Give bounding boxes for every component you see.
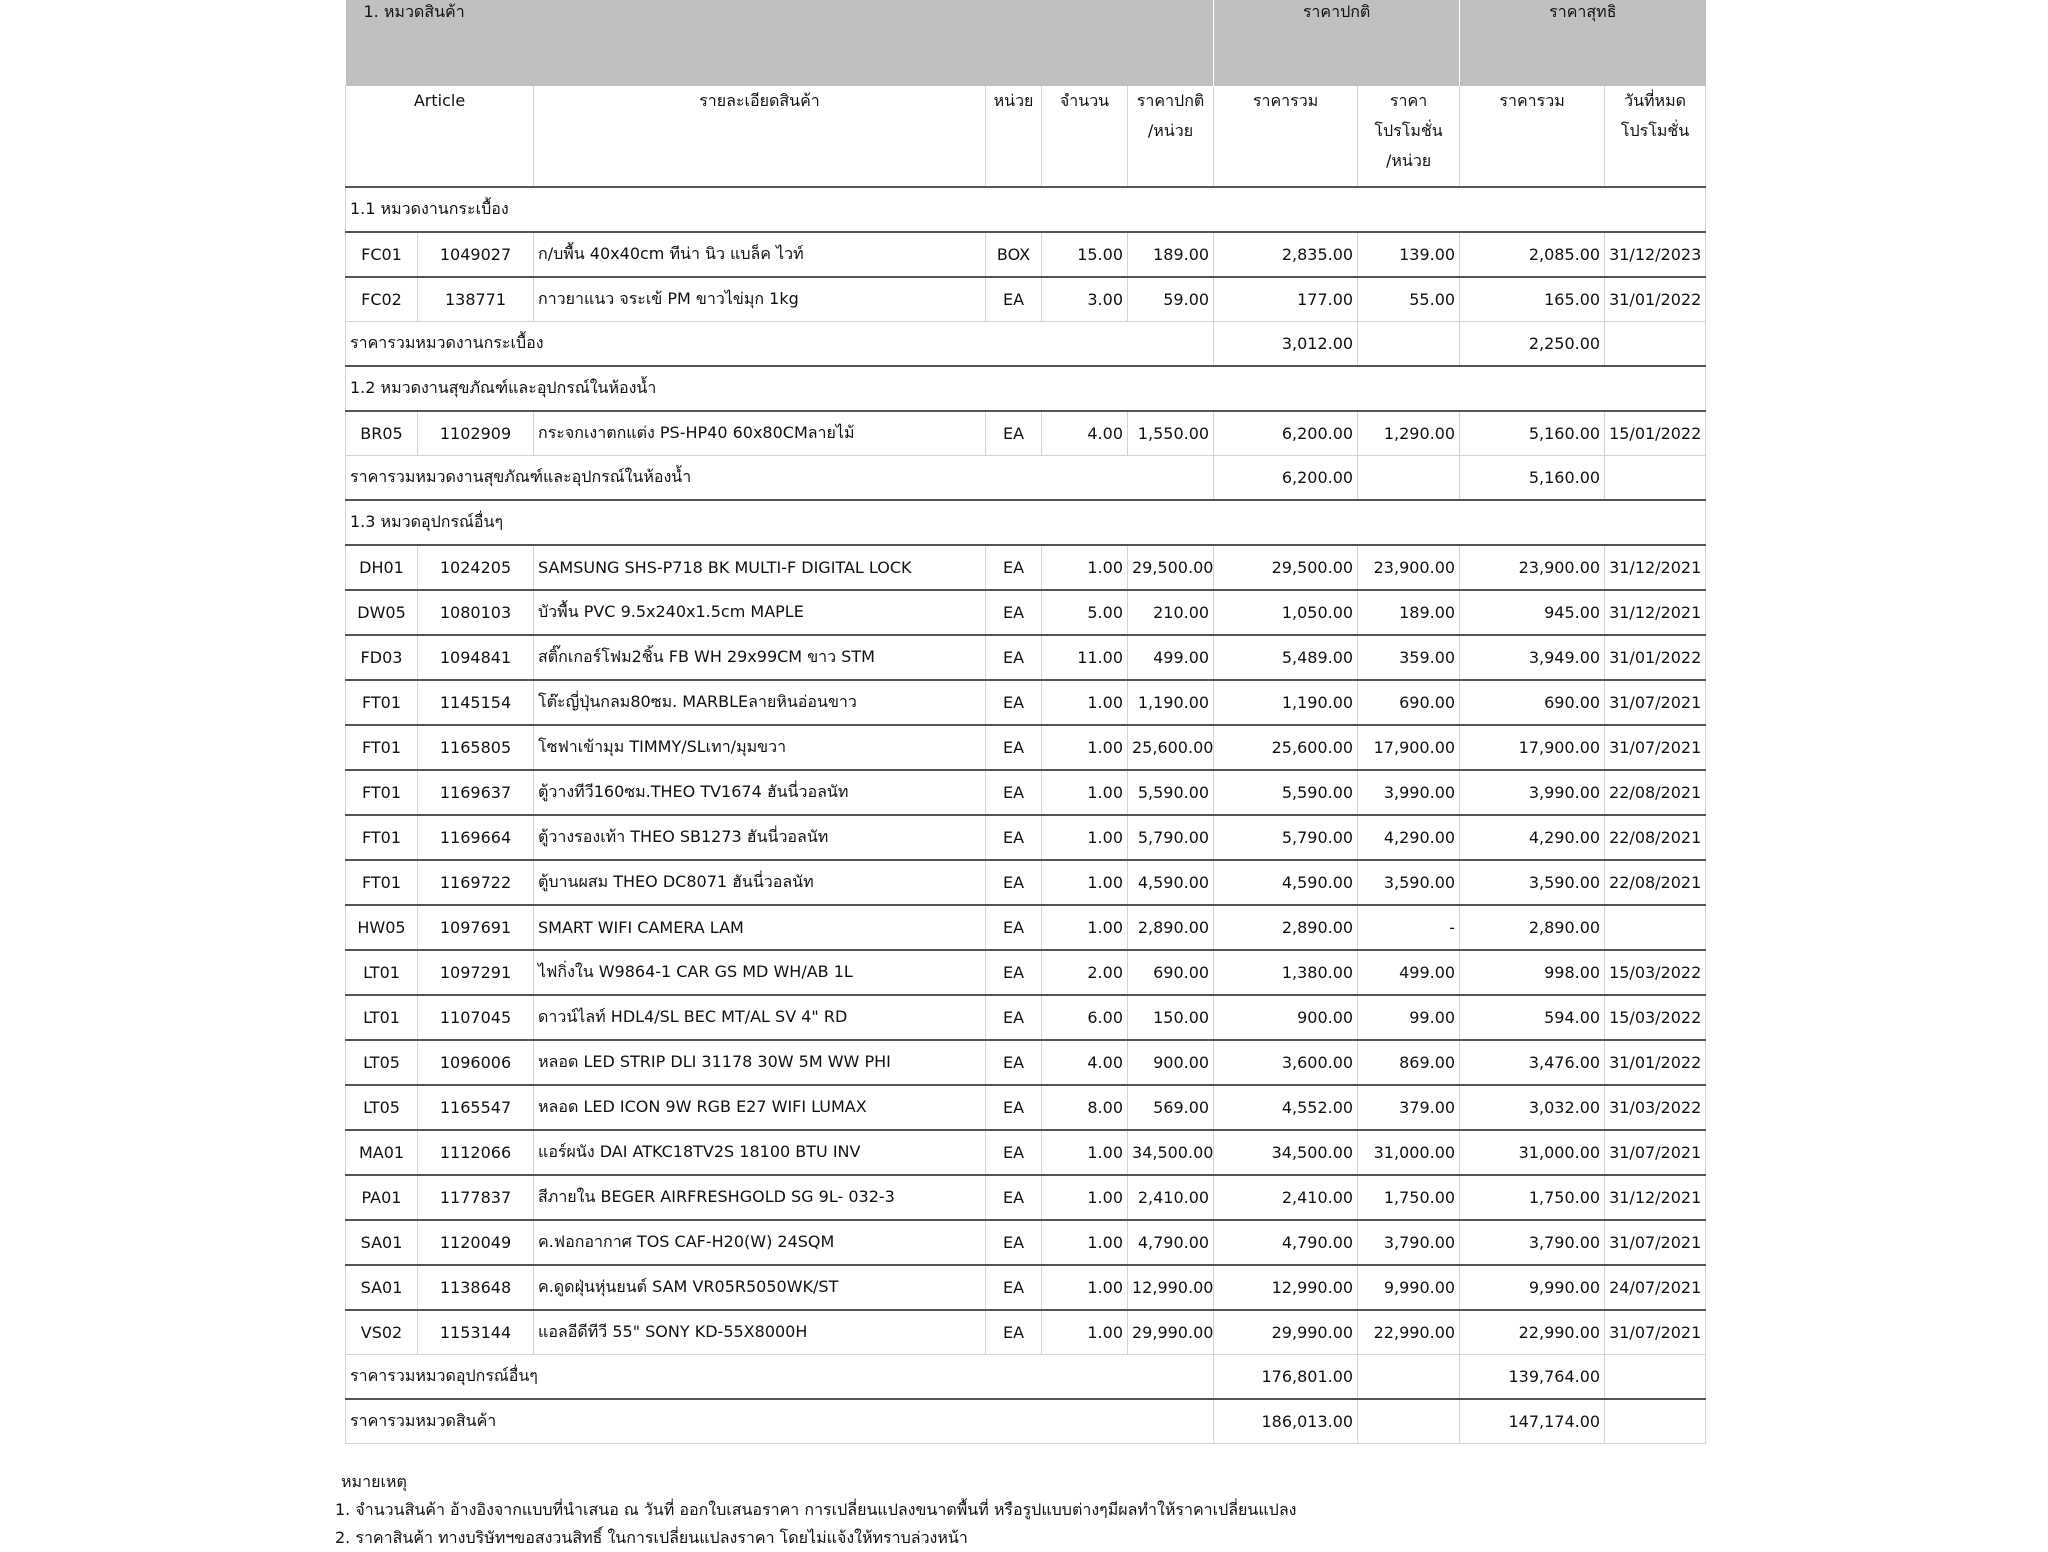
subtotal-gap: [1358, 1355, 1460, 1400]
cell-article: 1096006: [418, 1040, 534, 1085]
col-unit: หน่วย: [986, 86, 1042, 187]
cell-description: สติ๊กเกอร์โฟม2ชิ้น FB WH 29x99CM ขาว STM: [534, 635, 986, 680]
cell-article: 1112066: [418, 1130, 534, 1175]
grand-total-gap: [1358, 1399, 1460, 1444]
cell-code: LT05: [346, 1040, 418, 1085]
cell-regular-price: 569.00: [1128, 1085, 1214, 1130]
cell-code: DH01: [346, 545, 418, 590]
net-price-group-header: ราคาสุทธิ: [1460, 0, 1706, 86]
cell-promo-end: 31/07/2021: [1605, 1310, 1706, 1355]
cell-unit: EA: [986, 277, 1042, 322]
cell-net-total: 22,990.00: [1460, 1310, 1605, 1355]
cell-description: ไฟกิ่งใน W9864-1 CAR GS MD WH/AB 1L: [534, 950, 986, 995]
grand-total-regular: 186,013.00: [1214, 1399, 1358, 1444]
subtotal-row: [346, 456, 1706, 501]
cell-regular-total: 3,600.00: [1214, 1040, 1358, 1085]
grand-total-net: 147,174.00: [1460, 1399, 1605, 1444]
cell-regular-total: 12,990.00: [1214, 1265, 1358, 1310]
cell-qty: 1.00: [1042, 815, 1128, 860]
cell-unit: EA: [986, 680, 1042, 725]
cell-net-total: 5,160.00: [1460, 411, 1605, 456]
cell-code: MA01: [346, 1130, 418, 1175]
notes-section: [335, 1468, 1296, 1552]
cell-article: 1153144: [418, 1310, 534, 1355]
cell-article: 1080103: [418, 590, 534, 635]
cell-code: LT01: [346, 950, 418, 995]
cell-promo-end: 22/08/2021: [1605, 860, 1706, 905]
cell-description: หลอด LED ICON 9W RGB E27 WIFI LUMAX: [534, 1085, 986, 1130]
cell-promo-end: 31/07/2021: [1605, 1130, 1706, 1175]
col-qty: จำนวน: [1042, 86, 1128, 187]
col-article: Article: [346, 86, 534, 187]
col-regular-total: ราคารวม: [1214, 86, 1358, 187]
cell-promo-end: 24/07/2021: [1605, 1265, 1706, 1310]
table-row: [346, 277, 1706, 322]
table-row: [346, 770, 1706, 815]
cell-regular-total: 6,200.00: [1214, 411, 1358, 456]
cell-description: สีภายใน BEGER AIRFRESHGOLD SG 9L- 032-3: [534, 1175, 986, 1220]
table-row: [346, 1085, 1706, 1130]
cell-regular-price: 25,600.00: [1128, 725, 1214, 770]
subtotal-label: ราคารวมหมวดอุปกรณ์อื่นๆ: [346, 1355, 1214, 1400]
cell-unit: EA: [986, 1220, 1042, 1265]
cell-unit: EA: [986, 950, 1042, 995]
cell-regular-total: 2,890.00: [1214, 905, 1358, 950]
cell-description: โซฟาเข้ามุม TIMMY/SLเทา/มุมขวา: [534, 725, 986, 770]
cell-description: ค.ฟอกอากาศ TOS CAF-H20(W) 24SQM: [534, 1220, 986, 1265]
cell-qty: 4.00: [1042, 411, 1128, 456]
category-title: 1.1 หมวดงานกระเบื้อง: [346, 187, 1706, 232]
cell-net-total: 3,990.00: [1460, 770, 1605, 815]
cell-promo-price: 55.00: [1358, 277, 1460, 322]
cell-unit: EA: [986, 1130, 1042, 1175]
cell-qty: 1.00: [1042, 1220, 1128, 1265]
cell-promo-end: 31/01/2022: [1605, 635, 1706, 680]
cell-promo-price: 690.00: [1358, 680, 1460, 725]
cell-article: 138771: [418, 277, 534, 322]
cell-net-total: 2,085.00: [1460, 232, 1605, 277]
cell-code: HW05: [346, 905, 418, 950]
cell-unit: EA: [986, 1175, 1042, 1220]
cell-code: FT01: [346, 680, 418, 725]
cell-promo-price: 31,000.00: [1358, 1130, 1460, 1175]
category-title: 1.3 หมวดอุปกรณ์อื่นๆ: [346, 500, 1706, 545]
cell-code: BR05: [346, 411, 418, 456]
cell-promo-price: 22,990.00: [1358, 1310, 1460, 1355]
cell-net-total: 17,900.00: [1460, 725, 1605, 770]
cell-code: FT01: [346, 860, 418, 905]
cell-regular-total: 2,410.00: [1214, 1175, 1358, 1220]
cell-regular-price: 210.00: [1128, 590, 1214, 635]
cell-article: 1094841: [418, 635, 534, 680]
cell-article: 1177837: [418, 1175, 534, 1220]
cell-code: VS02: [346, 1310, 418, 1355]
cell-promo-end: [1605, 905, 1706, 950]
subtotal-net: 5,160.00: [1460, 456, 1605, 501]
col-net-total: ราคารวม: [1460, 86, 1605, 187]
cell-regular-total: 4,790.00: [1214, 1220, 1358, 1265]
cell-regular-price: 5,590.00: [1128, 770, 1214, 815]
cell-qty: 1.00: [1042, 545, 1128, 590]
cell-regular-price: 4,590.00: [1128, 860, 1214, 905]
subtotal-label: ราคารวมหมวดงานสุขภัณฑ์และอุปกรณ์ในห้องน้ำ: [346, 456, 1214, 501]
cell-qty: 15.00: [1042, 232, 1128, 277]
cell-qty: 1.00: [1042, 725, 1128, 770]
cell-promo-price: 99.00: [1358, 995, 1460, 1040]
cell-promo-price: 3,590.00: [1358, 860, 1460, 905]
cell-article: 1024205: [418, 545, 534, 590]
cell-description: ก/บพื้น 40x40cm ทีน่า นิว แบล็ค ไวท์: [534, 232, 986, 277]
section-title: 1. หมวดสินค้า: [346, 0, 1214, 86]
cell-description: ตู้วางทีวี160ซม.THEO TV1674 ฮันนี่วอลนัท: [534, 770, 986, 815]
cell-promo-end: 15/03/2022: [1605, 995, 1706, 1040]
cell-promo-price: 3,990.00: [1358, 770, 1460, 815]
cell-net-total: 23,900.00: [1460, 545, 1605, 590]
cell-regular-price: 5,790.00: [1128, 815, 1214, 860]
col-promo-l3: /หน่วย: [1385, 151, 1432, 170]
quotation-table: [345, 0, 1706, 1444]
table-row: [346, 1175, 1706, 1220]
cell-promo-end: 31/12/2021: [1605, 545, 1706, 590]
cell-regular-price: 499.00: [1128, 635, 1214, 680]
cell-qty: 1.00: [1042, 770, 1128, 815]
cell-regular-total: 29,990.00: [1214, 1310, 1358, 1355]
note-item: 1. จำนวนสินค้า อ้างอิงจากแบบที่นำเสนอ ณ วันที่ ออกใบเสนอราคา การเปลี่ยนแปลงขนาดพื้นที่ หรือรูปแบบต่างๆมีผลทำให้ราคาเปลี่ยนแปลง: [335, 1500, 1297, 1519]
table-row: [346, 905, 1706, 950]
cell-description: บัวพื้น PVC 9.5x240x1.5cm MAPLE: [534, 590, 986, 635]
cell-regular-price: 1,550.00: [1128, 411, 1214, 456]
cell-unit: BOX: [986, 232, 1042, 277]
cell-article: 1138648: [418, 1265, 534, 1310]
cell-regular-total: 1,190.00: [1214, 680, 1358, 725]
cell-regular-total: 177.00: [1214, 277, 1358, 322]
cell-regular-price: 29,500.00: [1128, 545, 1214, 590]
cell-net-total: 3,949.00: [1460, 635, 1605, 680]
cell-regular-price: 4,790.00: [1128, 1220, 1214, 1265]
cell-regular-total: 29,500.00: [1214, 545, 1358, 590]
cell-qty: 1.00: [1042, 905, 1128, 950]
cell-article: 1169637: [418, 770, 534, 815]
table-row: [346, 1040, 1706, 1085]
cell-code: LT05: [346, 1085, 418, 1130]
cell-promo-end: 31/07/2021: [1605, 1220, 1706, 1265]
cell-unit: EA: [986, 995, 1042, 1040]
cell-description: หลอด LED STRIP DLI 31178 30W 5M WW PHI: [534, 1040, 986, 1085]
cell-regular-price: 150.00: [1128, 995, 1214, 1040]
table-row: [346, 1130, 1706, 1175]
table-row: [346, 1220, 1706, 1265]
cell-unit: EA: [986, 635, 1042, 680]
cell-regular-total: 900.00: [1214, 995, 1358, 1040]
col-promo-end: [1605, 86, 1706, 187]
cell-code: FT01: [346, 815, 418, 860]
cell-description: SAMSUNG SHS-P718 BK MULTI-F DIGITAL LOCK: [534, 545, 986, 590]
cell-description: ตู้บานผสม THEO DC8071 ฮันนี่วอลนัท: [534, 860, 986, 905]
cell-promo-end: 31/01/2022: [1605, 1040, 1706, 1085]
cell-code: FC01: [346, 232, 418, 277]
cell-article: 1165547: [418, 1085, 534, 1130]
cell-qty: 11.00: [1042, 635, 1128, 680]
cell-promo-price: 869.00: [1358, 1040, 1460, 1085]
cell-unit: EA: [986, 411, 1042, 456]
cell-description: กระจกเงาตกแต่ง PS-HP40 60x80CMลายไม้: [534, 411, 986, 456]
table-row: [346, 725, 1706, 770]
cell-regular-total: 5,489.00: [1214, 635, 1358, 680]
col-regular-price-l1: ราคาปกติ: [1136, 91, 1205, 110]
cell-qty: 1.00: [1042, 1175, 1128, 1220]
cell-promo-end: 31/12/2021: [1605, 1175, 1706, 1220]
col-end-l1: วันที่หมด: [1624, 91, 1687, 110]
cell-unit: EA: [986, 860, 1042, 905]
cell-article: 1169664: [418, 815, 534, 860]
cell-promo-end: 31/12/2023: [1605, 232, 1706, 277]
subtotal-row: [346, 322, 1706, 367]
cell-net-total: 3,032.00: [1460, 1085, 1605, 1130]
cell-qty: 1.00: [1042, 680, 1128, 725]
cell-promo-price: 139.00: [1358, 232, 1460, 277]
cell-regular-price: 900.00: [1128, 1040, 1214, 1085]
cell-article: 1107045: [418, 995, 534, 1040]
cell-unit: EA: [986, 905, 1042, 950]
subtotal-gap: [1358, 322, 1460, 367]
cell-regular-total: 34,500.00: [1214, 1130, 1358, 1175]
cell-regular-price: 2,410.00: [1128, 1175, 1214, 1220]
cell-promo-end: 31/03/2022: [1605, 1085, 1706, 1130]
cell-regular-price: 1,190.00: [1128, 680, 1214, 725]
category-row: [346, 500, 1706, 545]
cell-net-total: 3,590.00: [1460, 860, 1605, 905]
cell-regular-price: 29,990.00: [1128, 1310, 1214, 1355]
subtotal-regular: 3,012.00: [1214, 322, 1358, 367]
subtotal-regular: 6,200.00: [1214, 456, 1358, 501]
cell-qty: 6.00: [1042, 995, 1128, 1040]
cell-article: 1165805: [418, 725, 534, 770]
cell-unit: EA: [986, 815, 1042, 860]
section-header-row: [346, 0, 1706, 86]
table-row: [346, 1310, 1706, 1355]
cell-article: 1169722: [418, 860, 534, 905]
table-row: [346, 995, 1706, 1040]
grand-total-label: ราคารวมหมวดสินค้า: [346, 1399, 1214, 1444]
cell-regular-total: 4,552.00: [1214, 1085, 1358, 1130]
cell-promo-end: 31/07/2021: [1605, 725, 1706, 770]
cell-regular-price: 34,500.00: [1128, 1130, 1214, 1175]
cell-description: ค.ดูดฝุ่นหุ่นยนต์ SAM VR05R5050WK/ST: [534, 1265, 986, 1310]
cell-description: กาวยาแนว จระเข้ PM ขาวไข่มุก 1kg: [534, 277, 986, 322]
cell-promo-price: 379.00: [1358, 1085, 1460, 1130]
cell-code: FC02: [346, 277, 418, 322]
cell-unit: EA: [986, 590, 1042, 635]
cell-regular-price: 59.00: [1128, 277, 1214, 322]
cell-promo-end: 31/01/2022: [1605, 277, 1706, 322]
cell-regular-price: 12,990.00: [1128, 1265, 1214, 1310]
col-promo-price: [1358, 86, 1460, 187]
cell-unit: EA: [986, 1085, 1042, 1130]
cell-promo-price: 359.00: [1358, 635, 1460, 680]
cell-promo-price: 189.00: [1358, 590, 1460, 635]
note-item: 2. ราคาสินค้า ทางบริษัทฯขอสงวนสิทธิ์ ในการเปลี่ยนแปลงราคา โดยไม่แจ้งให้ทราบล่วงหน้า: [335, 1528, 968, 1547]
category-title: 1.2 หมวดงานสุขภัณฑ์และอุปกรณ์ในห้องน้ำ: [346, 366, 1706, 411]
cell-promo-price: 17,900.00: [1358, 725, 1460, 770]
cell-description: SMART WIFI CAMERA LAM: [534, 905, 986, 950]
cell-net-total: 3,790.00: [1460, 1220, 1605, 1265]
table-row: [346, 860, 1706, 905]
cell-net-total: 690.00: [1460, 680, 1605, 725]
table-row: [346, 950, 1706, 995]
cell-qty: 1.00: [1042, 1310, 1128, 1355]
cell-regular-total: 5,590.00: [1214, 770, 1358, 815]
cell-code: FD03: [346, 635, 418, 680]
table-row: [346, 1265, 1706, 1310]
cell-unit: EA: [986, 1310, 1042, 1355]
cell-net-total: 998.00: [1460, 950, 1605, 995]
cell-description: ดาวน์ไลท์ HDL4/SL BEC MT/AL SV 4" RD: [534, 995, 986, 1040]
cell-code: FT01: [346, 725, 418, 770]
cell-net-total: 31,000.00: [1460, 1130, 1605, 1175]
table-row: [346, 232, 1706, 277]
cell-promo-end: 22/08/2021: [1605, 770, 1706, 815]
cell-code: LT01: [346, 995, 418, 1040]
cell-regular-total: 1,050.00: [1214, 590, 1358, 635]
cell-regular-total: 5,790.00: [1214, 815, 1358, 860]
cell-article: 1102909: [418, 411, 534, 456]
cell-code: SA01: [346, 1265, 418, 1310]
cell-promo-end: 15/03/2022: [1605, 950, 1706, 995]
cell-description: ตู้วางรองเท้า THEO SB1273 ฮันนี่วอลนัท: [534, 815, 986, 860]
cell-description: แอร์ผนัง DAI ATKC18TV2S 18100 BTU INV: [534, 1130, 986, 1175]
cell-code: FT01: [346, 770, 418, 815]
grand-total-row: [346, 1399, 1706, 1444]
cell-qty: 4.00: [1042, 1040, 1128, 1085]
subtotal-gap: [1358, 456, 1460, 501]
cell-promo-end: 15/01/2022: [1605, 411, 1706, 456]
cell-code: SA01: [346, 1220, 418, 1265]
subtotal-end: [1605, 322, 1706, 367]
cell-article: 1145154: [418, 680, 534, 725]
cell-net-total: 9,990.00: [1460, 1265, 1605, 1310]
cell-net-total: 1,750.00: [1460, 1175, 1605, 1220]
cell-promo-price: 4,290.00: [1358, 815, 1460, 860]
subtotal-end: [1605, 1355, 1706, 1400]
cell-net-total: 3,476.00: [1460, 1040, 1605, 1085]
subtotal-net: 2,250.00: [1460, 322, 1605, 367]
col-promo-l1: ราคา: [1389, 91, 1428, 110]
table-row: [346, 411, 1706, 456]
cell-promo-price: 3,790.00: [1358, 1220, 1460, 1265]
table-row: [346, 545, 1706, 590]
cell-net-total: 165.00: [1460, 277, 1605, 322]
cell-regular-total: 4,590.00: [1214, 860, 1358, 905]
subtotal-label: ราคารวมหมวดงานกระเบื้อง: [346, 322, 1214, 367]
cell-net-total: 594.00: [1460, 995, 1605, 1040]
col-regular-price-l2: /หน่วย: [1147, 121, 1194, 140]
cell-regular-price: 690.00: [1128, 950, 1214, 995]
cell-qty: 1.00: [1042, 860, 1128, 905]
cell-article: 1097291: [418, 950, 534, 995]
column-header-row: [346, 86, 1706, 187]
cell-description: โต๊ะญี่ปุ่นกลม80ซม. MARBLEลายหินอ่อนขาว: [534, 680, 986, 725]
cell-promo-price: 499.00: [1358, 950, 1460, 995]
subtotal-regular: 176,801.00: [1214, 1355, 1358, 1400]
cell-regular-price: 189.00: [1128, 232, 1214, 277]
cell-unit: EA: [986, 770, 1042, 815]
category-row: [346, 366, 1706, 411]
cell-promo-end: 22/08/2021: [1605, 815, 1706, 860]
col-detail: รายละเอียดสินค้า: [534, 86, 986, 187]
grand-total-end: [1605, 1399, 1706, 1444]
subtotal-end: [1605, 456, 1706, 501]
cell-code: PA01: [346, 1175, 418, 1220]
col-end-l2: โปรโมชั่น: [1620, 121, 1690, 140]
cell-qty: 3.00: [1042, 277, 1128, 322]
category-row: [346, 187, 1706, 232]
cell-promo-end: 31/12/2021: [1605, 590, 1706, 635]
cell-article: 1097691: [418, 905, 534, 950]
cell-article: 1120049: [418, 1220, 534, 1265]
table-row: [346, 635, 1706, 680]
regular-price-group-header: ราคาปกติ: [1214, 0, 1460, 86]
col-promo-l2: โปรโมชั่น: [1374, 121, 1443, 140]
cell-promo-end: 31/07/2021: [1605, 680, 1706, 725]
cell-qty: 1.00: [1042, 1130, 1128, 1175]
table-row: [346, 590, 1706, 635]
cell-net-total: 4,290.00: [1460, 815, 1605, 860]
table-row: [346, 815, 1706, 860]
subtotal-row: [346, 1355, 1706, 1400]
cell-regular-price: 2,890.00: [1128, 905, 1214, 950]
cell-regular-total: 2,835.00: [1214, 232, 1358, 277]
subtotal-net: 139,764.00: [1460, 1355, 1605, 1400]
cell-promo-price: 1,290.00: [1358, 411, 1460, 456]
cell-net-total: 945.00: [1460, 590, 1605, 635]
cell-promo-price: -: [1358, 905, 1460, 950]
table-row: [346, 680, 1706, 725]
cell-article: 1049027: [418, 232, 534, 277]
cell-qty: 1.00: [1042, 1265, 1128, 1310]
cell-net-total: 2,890.00: [1460, 905, 1605, 950]
cell-regular-total: 25,600.00: [1214, 725, 1358, 770]
cell-regular-total: 1,380.00: [1214, 950, 1358, 995]
cell-description: แอลอีดีทีวี 55" SONY KD-55X8000H: [534, 1310, 986, 1355]
cell-qty: 5.00: [1042, 590, 1128, 635]
cell-qty: 8.00: [1042, 1085, 1128, 1130]
cell-unit: EA: [986, 1040, 1042, 1085]
cell-code: DW05: [346, 590, 418, 635]
cell-promo-price: 23,900.00: [1358, 545, 1460, 590]
cell-unit: EA: [986, 725, 1042, 770]
cell-promo-price: 9,990.00: [1358, 1265, 1460, 1310]
cell-unit: EA: [986, 545, 1042, 590]
cell-unit: EA: [986, 1265, 1042, 1310]
cell-promo-price: 1,750.00: [1358, 1175, 1460, 1220]
notes-title: หมายเหตุ: [341, 1472, 407, 1491]
col-regular-price: [1128, 86, 1214, 187]
cell-qty: 2.00: [1042, 950, 1128, 995]
